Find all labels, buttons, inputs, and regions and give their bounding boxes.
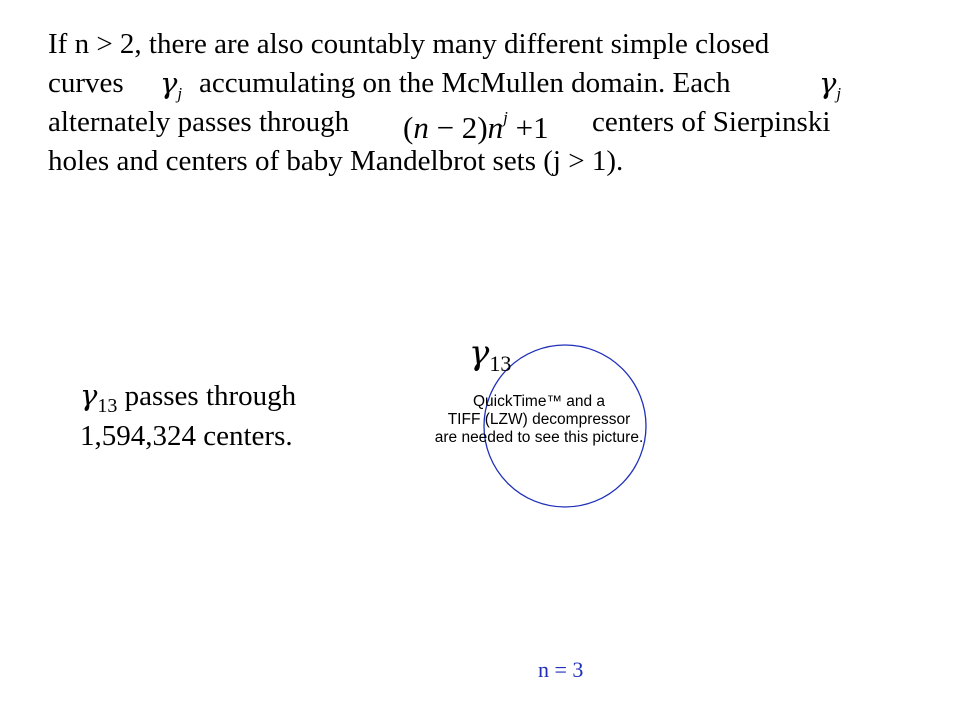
- sierpinski-text: centers of Sierpinski: [592, 106, 831, 138]
- curve-label: [469, 335, 511, 382]
- formula-minus-two: − 2: [428, 110, 478, 145]
- formula-n-power: n: [487, 110, 504, 145]
- gamma-subscript: j: [177, 84, 183, 103]
- placeholder-line-3: are needed to see this picture.: [434, 429, 644, 446]
- caption-passes-text: passes through: [117, 380, 297, 412]
- formula-close-paren: ): [477, 110, 488, 145]
- curve-label-gamma: γ: [469, 333, 490, 373]
- paragraph-line-4-text: holes and centers of baby Mandelbrot sets (j > 1).: [48, 145, 624, 177]
- formula-exponent-j: j: [503, 108, 508, 127]
- accumulating-text: accumulating on the McMullen domain. Each: [199, 67, 731, 99]
- curve-label-subscript: 13: [489, 351, 512, 376]
- paragraph-line-1-text: If n > 2, there are also countably many different simple closed: [48, 28, 770, 60]
- gamma-glyph: γ: [160, 66, 178, 100]
- placeholder-line-2: TIFF (LZW) decompressor: [447, 411, 631, 428]
- formula-n: n: [413, 110, 429, 145]
- n-value-label: n = 3: [538, 657, 584, 682]
- missing-picture-placeholder: [430, 393, 648, 447]
- gamma-glyph-2: γ: [819, 66, 837, 100]
- placeholder-line-1: QuickTime™ and a: [472, 393, 606, 410]
- formula-plus-one: +1: [507, 110, 549, 145]
- passes-through-text: alternately passes through: [48, 106, 350, 138]
- caption-gamma-subscript: 13: [97, 395, 118, 417]
- gamma-subscript-2: j: [836, 84, 842, 103]
- curves-word: curves: [48, 67, 124, 99]
- caption-centers-text: 1,594,324 centers.: [80, 420, 293, 452]
- formula-open-paren: (: [403, 110, 414, 145]
- caption-gamma-glyph: γ: [80, 378, 98, 412]
